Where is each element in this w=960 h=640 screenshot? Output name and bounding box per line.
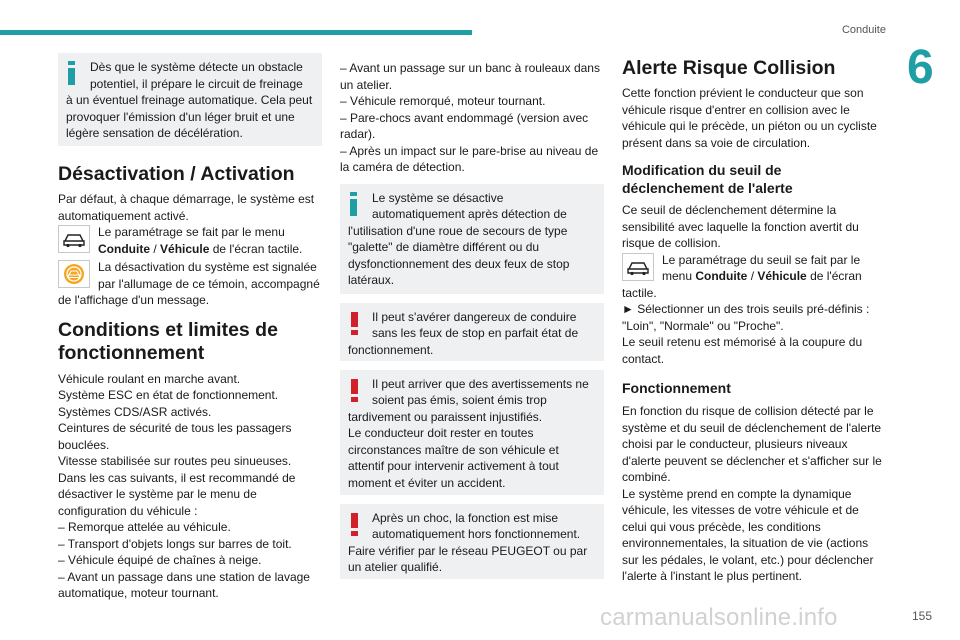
heading-seuil: Modification du seuil de déclenchement de l'alerte <box>622 162 793 196</box>
info-note <box>58 53 322 146</box>
info-icon <box>68 61 75 85</box>
warning-note-impact <box>340 504 604 579</box>
warning-note-brake-lights <box>340 303 604 361</box>
warning-note-alerts <box>340 370 604 495</box>
menu-text-pre: Le paramétrage se fait par le menu <box>98 225 285 239</box>
paragraph-fonctionnement-2: Le système prend en compte la dynamique véhicule, les vitesses de votre véhicule et de celui qui vous précède, les conditions environnementales, la situation de vie (actions sur les pédales, le volant, etc.) pour déclencher l'alerte à l'instant le plus pertinent. <box>622 486 874 583</box>
warn-text-rest: Faire vérifier par le réseau PEUGEOT ou par un atelier qualifié. <box>348 543 588 574</box>
header-accent-bar <box>0 30 472 35</box>
paragraph-alerte: Cette fonction prévient le conducteur que son véhicule risque d'entrer en collision avec le véhicule qui le précède, un piéton ou un cycliste présent dans sa voie de circulation. <box>622 86 877 150</box>
column-left <box>58 53 322 602</box>
heading-alerte: Alerte Risque Collision <box>622 57 836 79</box>
warn-text-rest2: Le conducteur doit rester en toutes circonstances maître de son véhicule et attentif pour intervenir activement à tout moment et éviter un accident. <box>348 426 559 490</box>
paragraph-default: Par défaut, à chaque démarrage, le système est automatiquement activé. <box>58 192 315 223</box>
list-item: – Véhicule remorqué, moteur tournant. <box>340 94 546 108</box>
list-item: – Avant un passage dans une station de lavage automatique, moteur tournant. <box>58 569 310 600</box>
list-item: Le seuil retenu est mémorisé à la coupure du contact. <box>622 335 863 366</box>
list-item: ► Sélectionner un des trois seuils pré-définis : "Loin", "Normale" ou "Proche". <box>622 302 870 333</box>
list-item: Ceintures de sécurité de tous les passagers bouclées. <box>58 421 292 452</box>
warning-icon <box>351 379 358 403</box>
warning-light-icon <box>58 260 90 288</box>
note-text-rest: l'utilisation d'une roue de secours de type "galette" de diamètre différent ou du dysfonctionnement des deux feux de stop latéraux. <box>348 223 570 287</box>
column-right <box>622 57 886 585</box>
menu-vehicule: Véhicule <box>160 241 210 256</box>
warn-text-first: Il peut s'avérer dangereux de conduire sans les feux de stop en parfait état de <box>372 309 579 340</box>
list-item: Vitesse stabilisée sur routes peu sinueuses. <box>58 454 292 468</box>
threshold-menu-instruction: Le paramétrage du seuil se fait par le menu Conduite / Véhicule de l'écran <box>622 252 886 285</box>
list-item: – Après un impact sur le pare-brise au niveau de la caméra de détection. <box>340 143 599 174</box>
page-number: 155 <box>911 609 932 623</box>
menu-conduite: Conduite <box>695 269 748 283</box>
heading-desactivation: Désactivation / Activation <box>58 163 295 185</box>
menu-instruction: Le paramétrage se fait par le menu Conduite / Véhicule de l'écran tactile. <box>58 224 322 258</box>
menu-conduite: Conduite <box>98 241 150 256</box>
list-item: – Pare-chocs avant endommagé (version avec radar). <box>340 110 589 141</box>
conditions-list <box>58 371 322 602</box>
list-item: – Véhicule équipé de chaînes à neige. <box>58 553 262 567</box>
warning-icon <box>351 312 358 336</box>
heading-fonctionnement: Fonctionnement <box>622 380 731 396</box>
list-item: Systèmes CDS/ASR activés. <box>58 404 212 419</box>
paragraph-seuil: Ce seuil de déclenchement détermine la sensibilité avec laquelle la fonction avertit du risque de collision. <box>622 203 859 250</box>
list-item: Véhicule roulant en marche avant. <box>58 371 241 386</box>
car-menu-icon <box>622 253 654 281</box>
list-item: – Avant un passage sur un banc à rouleaux dans un atelier. <box>340 61 600 92</box>
warn-text-rest: fonctionnement. <box>348 342 434 357</box>
info-icon <box>350 192 357 216</box>
car-menu-icon <box>58 225 90 253</box>
warn-text-first: Après un choc, la fonction est mise automatiquement hors fonctionnement. <box>372 510 581 541</box>
note-text-first: Le système se désactive automatiquement après détection de <box>372 190 567 221</box>
menu-vehicule: Véhicule <box>757 269 807 283</box>
list-item: Dans les cas suivants, il est recommandé de désactiver le système par le menu de configuration du véhicule : <box>58 470 296 518</box>
paragraph-fonctionnement-1: En fonction du risque de collision détecté par le système et du seuil de déclenchement de l'alerte choisi par le conducteur, plusieurs niveaux d'alerte peuvent se déclencher et s'afficher sur le combiné. <box>622 404 882 484</box>
warning-light-instruction <box>58 259 322 292</box>
heading-conditions: Conditions et limites de fonctionnement <box>58 318 278 364</box>
chapter-number: 6 <box>907 41 934 94</box>
warning-icon <box>351 513 358 537</box>
column-middle <box>340 60 604 579</box>
note-text-rest: à un éventuel freinage automatique. Cela peut provoquer l'émission d'un léger bruit et une légère sensation de décélération. <box>66 93 313 140</box>
warn-text-first: Il peut arriver que des avertissements ne soient pas émis, soient émis trop <box>372 376 589 407</box>
note-text-first: Dès que le système détecte un obstacle potentiel, il prépare le circuit de freinage <box>90 60 303 91</box>
section-title: Conduite <box>841 24 886 36</box>
warning-light-text-rest: de l'affichage d'un message. <box>58 293 210 307</box>
info-note-spare-wheel <box>340 184 604 294</box>
warning-light-text: La désactivation du système est signalée par l'allumage de ce témoin, accompagné <box>98 260 320 291</box>
list-item: – Remorque attelée au véhicule. <box>58 520 231 534</box>
threshold-menu-rest: tactile. <box>622 285 657 300</box>
list-item: – Transport d'objets longs sur barres de toit. <box>58 536 292 551</box>
warn-text-rest: tardivement ou paraissent injustifiés. <box>348 409 543 424</box>
watermark: carmanualsonline.info <box>600 604 838 631</box>
list-item: Système ESC en état de fonctionnement. <box>58 388 279 402</box>
